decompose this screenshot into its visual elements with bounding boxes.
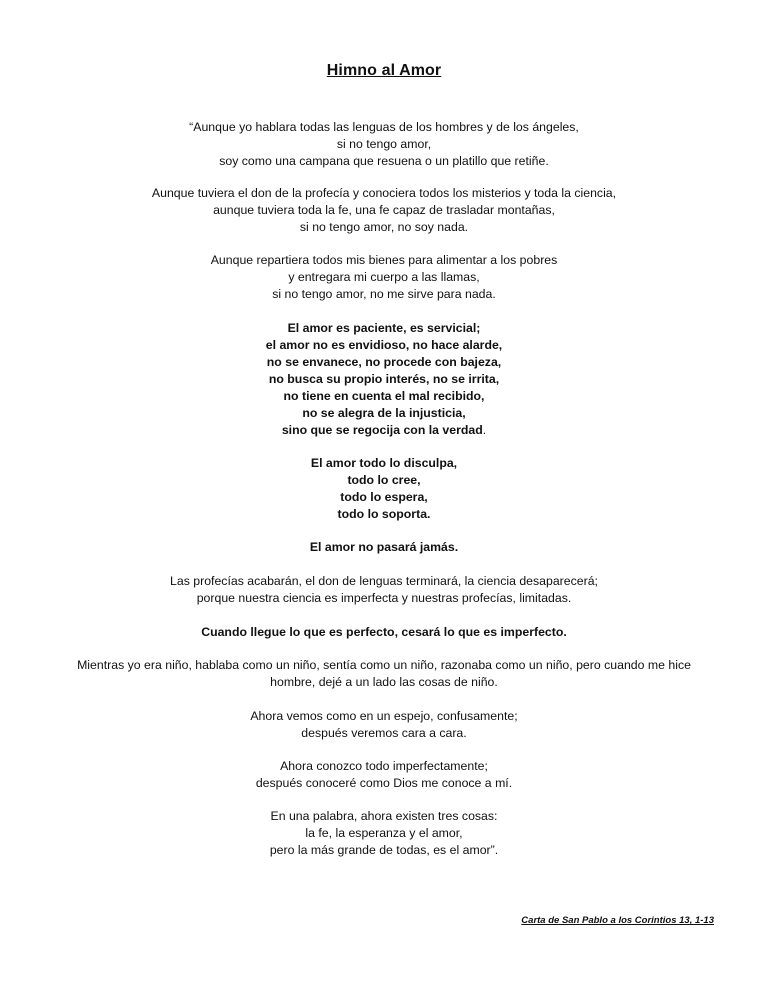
stanza-12	[0, 808, 768, 859]
stanza-line: después conoceré como Dios me conoce a mí.	[255, 776, 513, 790]
stanza-11	[0, 758, 768, 792]
stanza-5	[0, 455, 768, 523]
source-citation: Carta de San Pablo a los Corintios 13, 1-13	[521, 915, 714, 926]
stanza-6	[0, 539, 768, 556]
stanza-line: En una palabra, ahora existen tres cosas:	[270, 809, 498, 823]
stanza-10	[0, 708, 768, 742]
stanza-line: aunque tuviera toda la fe, una fe capaz de trasladar montañas,	[213, 203, 555, 217]
stanza-line: si no tengo amor,	[336, 137, 432, 151]
stanza-2	[0, 185, 768, 236]
stanza-line: si no tengo amor, no soy nada.	[299, 220, 469, 234]
stanza-line: no se alegra de la injusticia,	[302, 406, 466, 420]
stanza-line: no busca su propio interés, no se irrita,	[268, 372, 500, 386]
stanza-line: El amor todo lo disculpa,	[310, 456, 458, 470]
stanza-line: Aunque repartiera todos mis bienes para alimentar a los pobres	[210, 253, 558, 267]
stanza-line: El amor es paciente, es servicial;	[287, 321, 481, 335]
stanza-9	[60, 657, 708, 691]
stanza-line: Cuando llegue lo que es perfecto, cesará lo que es imperfecto.	[201, 625, 567, 639]
stanza-line: si no tengo amor, no me sirve para nada.	[272, 287, 496, 301]
stanza-line-period: .	[482, 423, 487, 437]
stanza-line: porque nuestra ciencia es imperfecta y nuestras profecías, limitadas.	[196, 591, 572, 605]
stanza-line: no se envanece, no procede con bajeza,	[266, 355, 502, 369]
stanza-line: pero la más grande de todas, es el amor”.	[269, 843, 499, 857]
stanza-line: Aunque tuviera el don de la profecía y conociera todos los misterios y toda la ciencia,	[151, 186, 617, 200]
stanza-line-text: sino que se regocija con la verdad	[281, 423, 483, 437]
stanza-line: todo lo cree,	[347, 473, 421, 487]
stanza-4	[0, 320, 768, 439]
stanza-8	[0, 624, 768, 641]
stanza-line: “Aunque yo hablara todas las lenguas de los hombres y de los ángeles,	[189, 120, 579, 134]
stanza-line: todo lo soporta.	[337, 507, 431, 521]
stanza-line: soy como una campana que resuena o un platillo que retiñe.	[219, 154, 549, 168]
stanza-line: después veremos cara a cara.	[301, 726, 467, 740]
stanza-7	[0, 573, 768, 607]
stanza-line: la fe, la esperanza y el amor,	[305, 826, 463, 840]
stanza-line: Ahora vemos como en un espejo, confusamente;	[250, 709, 518, 723]
stanza-line: Mientras yo era niño, hablaba como un niño, sentía como un niño, razonaba como un niño, pero cuando me hice hombre, dejé a un lado las cosas de niño.	[77, 658, 691, 689]
stanza-line: Ahora conozco todo imperfectamente;	[280, 759, 488, 773]
stanza-3	[0, 252, 768, 303]
stanza-line: y entregara mi cuerpo a las llamas,	[288, 270, 480, 284]
stanza-1	[0, 119, 768, 170]
stanza-line	[0, 422, 768, 439]
stanza-line: El amor no pasará jamás.	[309, 540, 459, 554]
stanza-line: todo lo espera,	[340, 490, 428, 504]
stanza-line: no tiene en cuenta el mal recibido,	[283, 389, 485, 403]
stanza-line: el amor no es envidioso, no hace alarde,	[265, 338, 503, 352]
page-title: Himno al Amor	[326, 62, 442, 79]
stanza-line: Las profecías acabarán, el don de lenguas terminará, la ciencia desaparecerá;	[170, 574, 598, 588]
